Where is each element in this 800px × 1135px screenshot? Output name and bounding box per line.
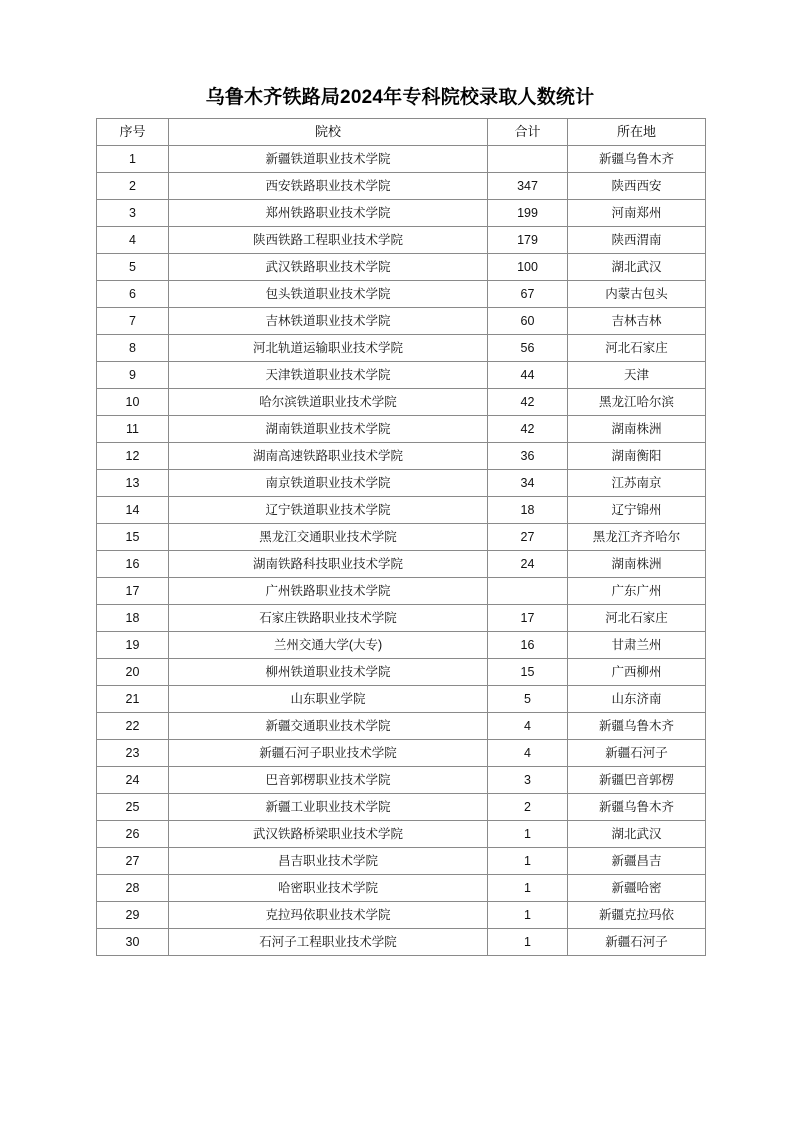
- table-row: [97, 497, 706, 524]
- table-row: [97, 875, 706, 902]
- cell-index: 8: [97, 335, 169, 362]
- cell-location: 山东济南: [568, 686, 706, 713]
- cell-school: 广州铁路职业技术学院: [169, 578, 488, 605]
- cell-index: 19: [97, 632, 169, 659]
- cell-total: 16: [488, 632, 568, 659]
- cell-index: 26: [97, 821, 169, 848]
- cell-school: 哈尔滨铁道职业技术学院: [169, 389, 488, 416]
- cell-school: 巴音郭楞职业技术学院: [169, 767, 488, 794]
- cell-school: 山东职业学院: [169, 686, 488, 713]
- cell-location: 辽宁锦州: [568, 497, 706, 524]
- cell-school: 柳州铁道职业技术学院: [169, 659, 488, 686]
- cell-location: 新疆巴音郭楞: [568, 767, 706, 794]
- cell-school: 黑龙江交通职业技术学院: [169, 524, 488, 551]
- cell-location: 湖北武汉: [568, 254, 706, 281]
- cell-total: 347: [488, 173, 568, 200]
- table-row: [97, 605, 706, 632]
- cell-school: 昌吉职业技术学院: [169, 848, 488, 875]
- statistics-table: [96, 118, 706, 956]
- cell-school: 湖南铁道职业技术学院: [169, 416, 488, 443]
- cell-location: 广西柳州: [568, 659, 706, 686]
- cell-total: 24: [488, 551, 568, 578]
- cell-index: 15: [97, 524, 169, 551]
- cell-total: 56: [488, 335, 568, 362]
- cell-total: 18: [488, 497, 568, 524]
- table-row: [97, 308, 706, 335]
- cell-school: 西安铁路职业技术学院: [169, 173, 488, 200]
- cell-total: [488, 578, 568, 605]
- cell-total: 4: [488, 740, 568, 767]
- cell-location: 湖南衡阳: [568, 443, 706, 470]
- cell-school: 河北轨道运输职业技术学院: [169, 335, 488, 362]
- cell-location: 河南郑州: [568, 200, 706, 227]
- table-row: [97, 146, 706, 173]
- cell-total: 36: [488, 443, 568, 470]
- table-row: [97, 821, 706, 848]
- cell-location: 黑龙江哈尔滨: [568, 389, 706, 416]
- cell-index: 14: [97, 497, 169, 524]
- cell-location: 新疆昌吉: [568, 848, 706, 875]
- cell-total: 1: [488, 929, 568, 956]
- cell-location: 河北石家庄: [568, 605, 706, 632]
- cell-school: 新疆交通职业技术学院: [169, 713, 488, 740]
- table-row: [97, 470, 706, 497]
- cell-location: 新疆石河子: [568, 929, 706, 956]
- cell-index: 23: [97, 740, 169, 767]
- column-header-school: 院校: [169, 119, 488, 146]
- table-row: [97, 632, 706, 659]
- table-row: [97, 443, 706, 470]
- cell-school: 武汉铁路桥梁职业技术学院: [169, 821, 488, 848]
- cell-school: 哈密职业技术学院: [169, 875, 488, 902]
- cell-total: 42: [488, 416, 568, 443]
- cell-total: 15: [488, 659, 568, 686]
- column-header-location: 所在地: [568, 119, 706, 146]
- table-body: [97, 146, 706, 956]
- cell-location: 河北石家庄: [568, 335, 706, 362]
- cell-total: 67: [488, 281, 568, 308]
- cell-index: 22: [97, 713, 169, 740]
- cell-total: 179: [488, 227, 568, 254]
- table-row: [97, 227, 706, 254]
- cell-school: 郑州铁路职业技术学院: [169, 200, 488, 227]
- table-row: [97, 686, 706, 713]
- cell-school: 南京铁道职业技术学院: [169, 470, 488, 497]
- cell-location: 新疆哈密: [568, 875, 706, 902]
- table-row: [97, 740, 706, 767]
- cell-index: 9: [97, 362, 169, 389]
- cell-index: 4: [97, 227, 169, 254]
- cell-index: 10: [97, 389, 169, 416]
- cell-index: 16: [97, 551, 169, 578]
- column-header-total: 合计: [488, 119, 568, 146]
- cell-index: 25: [97, 794, 169, 821]
- table-row: [97, 389, 706, 416]
- cell-school: 新疆石河子职业技术学院: [169, 740, 488, 767]
- cell-index: 24: [97, 767, 169, 794]
- cell-location: 新疆乌鲁木齐: [568, 146, 706, 173]
- cell-index: 28: [97, 875, 169, 902]
- cell-total: 42: [488, 389, 568, 416]
- cell-location: 江苏南京: [568, 470, 706, 497]
- cell-location: 新疆乌鲁木齐: [568, 794, 706, 821]
- statistics-table-container: [96, 118, 705, 956]
- cell-total: 60: [488, 308, 568, 335]
- table-header: [97, 119, 706, 146]
- cell-school: 湖南高速铁路职业技术学院: [169, 443, 488, 470]
- table-row: [97, 551, 706, 578]
- cell-index: 27: [97, 848, 169, 875]
- cell-index: 30: [97, 929, 169, 956]
- cell-total: 1: [488, 902, 568, 929]
- cell-total: 5: [488, 686, 568, 713]
- table-row: [97, 713, 706, 740]
- table-row: [97, 335, 706, 362]
- cell-school: 兰州交通大学(大专): [169, 632, 488, 659]
- cell-location: 广东广州: [568, 578, 706, 605]
- table-row: [97, 362, 706, 389]
- cell-location: 陕西西安: [568, 173, 706, 200]
- cell-index: 17: [97, 578, 169, 605]
- cell-school: 克拉玛依职业技术学院: [169, 902, 488, 929]
- table-row: [97, 524, 706, 551]
- table-row: [97, 794, 706, 821]
- cell-location: 天津: [568, 362, 706, 389]
- cell-index: 29: [97, 902, 169, 929]
- cell-school: 新疆工业职业技术学院: [169, 794, 488, 821]
- table-row: [97, 659, 706, 686]
- cell-total: 3: [488, 767, 568, 794]
- cell-total: [488, 146, 568, 173]
- cell-total: 34: [488, 470, 568, 497]
- cell-school: 武汉铁路职业技术学院: [169, 254, 488, 281]
- table-row: [97, 416, 706, 443]
- table-header-row: [97, 119, 706, 146]
- cell-total: 1: [488, 848, 568, 875]
- cell-index: 11: [97, 416, 169, 443]
- cell-school: 包头铁道职业技术学院: [169, 281, 488, 308]
- cell-total: 27: [488, 524, 568, 551]
- table-row: [97, 254, 706, 281]
- cell-index: 12: [97, 443, 169, 470]
- cell-index: 6: [97, 281, 169, 308]
- cell-location: 内蒙古包头: [568, 281, 706, 308]
- cell-index: 2: [97, 173, 169, 200]
- cell-index: 21: [97, 686, 169, 713]
- cell-school: 新疆铁道职业技术学院: [169, 146, 488, 173]
- cell-school: 吉林铁道职业技术学院: [169, 308, 488, 335]
- table-row: [97, 200, 706, 227]
- cell-school: 天津铁道职业技术学院: [169, 362, 488, 389]
- cell-location: 新疆克拉玛依: [568, 902, 706, 929]
- cell-school: 陕西铁路工程职业技术学院: [169, 227, 488, 254]
- cell-location: 黑龙江齐齐哈尔: [568, 524, 706, 551]
- table-row: [97, 578, 706, 605]
- table-row: [97, 848, 706, 875]
- cell-total: 44: [488, 362, 568, 389]
- cell-index: 7: [97, 308, 169, 335]
- cell-index: 13: [97, 470, 169, 497]
- cell-location: 湖南株洲: [568, 551, 706, 578]
- cell-school: 石家庄铁路职业技术学院: [169, 605, 488, 632]
- cell-location: 新疆石河子: [568, 740, 706, 767]
- cell-location: 陕西渭南: [568, 227, 706, 254]
- table-row: [97, 929, 706, 956]
- cell-location: 湖南株洲: [568, 416, 706, 443]
- cell-school: 湖南铁路科技职业技术学院: [169, 551, 488, 578]
- page-title: 乌鲁木齐铁路局2024年专科院校录取人数统计: [205, 87, 595, 108]
- cell-total: 17: [488, 605, 568, 632]
- column-header-index: 序号: [97, 119, 169, 146]
- table-row: [97, 173, 706, 200]
- cell-school: 辽宁铁道职业技术学院: [169, 497, 488, 524]
- cell-index: 5: [97, 254, 169, 281]
- cell-location: 吉林吉林: [568, 308, 706, 335]
- cell-index: 1: [97, 146, 169, 173]
- cell-index: 20: [97, 659, 169, 686]
- cell-school: 石河子工程职业技术学院: [169, 929, 488, 956]
- cell-index: 18: [97, 605, 169, 632]
- cell-index: 3: [97, 200, 169, 227]
- cell-total: 4: [488, 713, 568, 740]
- table-row: [97, 902, 706, 929]
- table-row: [97, 767, 706, 794]
- cell-total: 199: [488, 200, 568, 227]
- cell-location: 甘肃兰州: [568, 632, 706, 659]
- cell-total: 2: [488, 794, 568, 821]
- cell-location: 湖北武汉: [568, 821, 706, 848]
- cell-total: 100: [488, 254, 568, 281]
- cell-total: 1: [488, 875, 568, 902]
- cell-location: 新疆乌鲁木齐: [568, 713, 706, 740]
- table-row: [97, 281, 706, 308]
- cell-total: 1: [488, 821, 568, 848]
